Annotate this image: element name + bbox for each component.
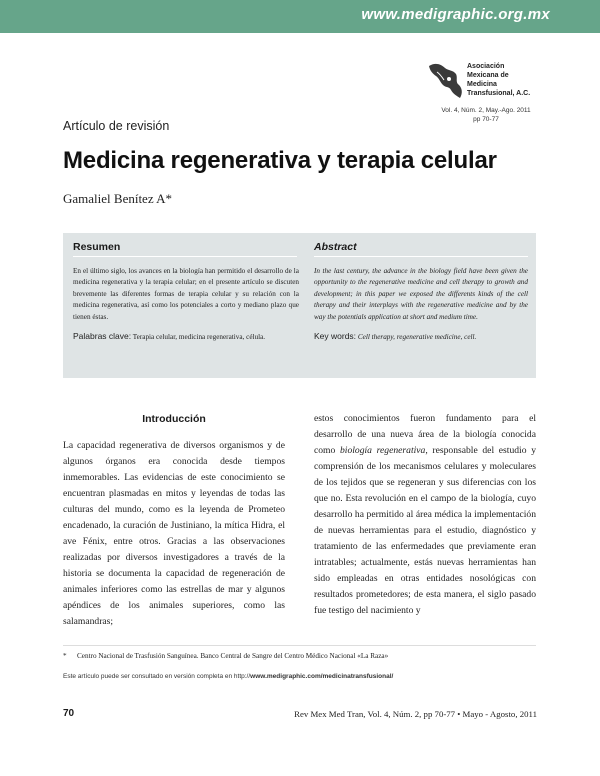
page-number: 70 xyxy=(63,708,75,719)
site-banner xyxy=(0,0,600,33)
resumen-column xyxy=(73,233,299,343)
resumen-keywords xyxy=(73,331,299,343)
keywords-value: Cell therapy, regenerative medicine, cell. xyxy=(357,333,477,342)
resumen-text: En el último siglo, los avances en la biología han permitido el desarrollo de la medicina regenerativa y la terapia celular; en el presente artículo se discuten brevemente las diferentes formas de terapia celular y su relación con la medicina regenerativa, así como los potenciales a corto y mediano plazo que tienen éstas. xyxy=(73,267,299,321)
logo-line: Medicina xyxy=(467,81,497,88)
resumen-heading: Resumen xyxy=(73,241,297,257)
footnote-mark: * xyxy=(63,652,67,660)
italic-term: biología regenerativa xyxy=(340,445,426,456)
mexico-map-logo-icon xyxy=(427,60,465,102)
footnote-text: Centro Nacional de Trasfusión Sanguínea. Banco Central de Sangre del Centro Médico Nacional «La Raza» xyxy=(77,652,389,660)
page-range: pp 70-77 xyxy=(473,115,499,123)
logo-line: Transfusional, A.C. xyxy=(467,90,531,97)
affiliation-footnote xyxy=(63,652,388,660)
association-name xyxy=(467,62,552,98)
footnote-divider xyxy=(63,645,536,646)
intro-paragraph: La capacidad regenerativa de diversos organismos y de algunos órganos era conocida desde tiempos inmemorables. Las evidencias de este conocimiento se encuentran plasmadas en mitos y leyendas de todas las culturas del mundo, como es la leyenda de Prometeo encadenado, la curación de Justiniano, la mítica Hidra, el ave Fénix, entre otros. Gracias a las observaciones realizadas por diversos investigadores a través de la historia se documenta la capacidad de regeneración de animales inferiores como las estrellas de mar y algunos apéndices de los animales superiores, como las salamandras; xyxy=(63,440,285,627)
abstract-box xyxy=(63,233,536,378)
keywords-value: Terapia celular, medicina regenerativa, célula. xyxy=(132,333,266,342)
availability-note xyxy=(63,673,393,680)
site-url[interactable]: www.medigraphic.org.mx xyxy=(361,6,550,23)
running-footer: Rev Mex Med Tran, Vol. 4, Núm. 2, pp 70-77 • Mayo - Agosto, 2011 xyxy=(294,709,537,719)
body-column-right xyxy=(314,411,536,619)
author: Gamaliel Benítez A* xyxy=(63,191,173,206)
association-logo xyxy=(427,58,547,106)
abstract-column xyxy=(314,233,528,343)
abstract-keywords xyxy=(314,331,528,343)
volume-info xyxy=(427,107,545,124)
section-label: Artículo de revisión xyxy=(63,119,170,133)
logo-line: Mexicana de xyxy=(467,72,509,79)
intro-paragraph-continued xyxy=(314,411,536,619)
availability-prefix: Este artículo puede ser consultado en versión completa en http:// xyxy=(63,673,251,680)
volume-issue: Vol. 4, Núm. 2, May.-Ago. 2011 xyxy=(441,107,531,114)
keywords-label: Key words: xyxy=(314,331,357,342)
text-run: , responsable del estudio y comprensión de los mecanismos celulares y moleculares de los tejidos que se regeneran y sus diferencias con los que no. Esta revolución en el campo de la biología, cuyo desarrollo ha permitido al área médica la implementación de nuevas herramientas para el estudio, diagnóstico y tratamiento de las enfermedades que previamente eran intratables; actualmente, estás nuevas herramientas han sido empleadas en otras entidades nosológicas con resultados prometedores; de esta manera, el siglo pasado fue testigo del nacimiento y xyxy=(314,445,536,616)
abstract-text: In the last century, the advance in the biology field have been given the opportunity to the regenerative medicine and cell therapy to growth and development; in this paper we exposed the differents kinds of the cell therapy and their interplays with the regenerative medicine and by the way the potentials application at short and medium time. xyxy=(314,267,528,321)
body-column-left xyxy=(63,438,285,630)
logo-line: Asociación xyxy=(467,63,505,70)
intro-heading: Introducción xyxy=(142,413,206,425)
article-title: Medicina regenerativa y terapia celular xyxy=(63,147,497,174)
keywords-label: Palabras clave: xyxy=(73,331,132,342)
abstract-heading: Abstract xyxy=(314,241,528,257)
availability-link[interactable]: www.medigraphic.com/medicinatransfusional/ xyxy=(250,673,394,680)
text-run: estos conocimientos fueron fundamento para el desarrollo de una nueva área de la biología conocida como xyxy=(314,413,536,456)
